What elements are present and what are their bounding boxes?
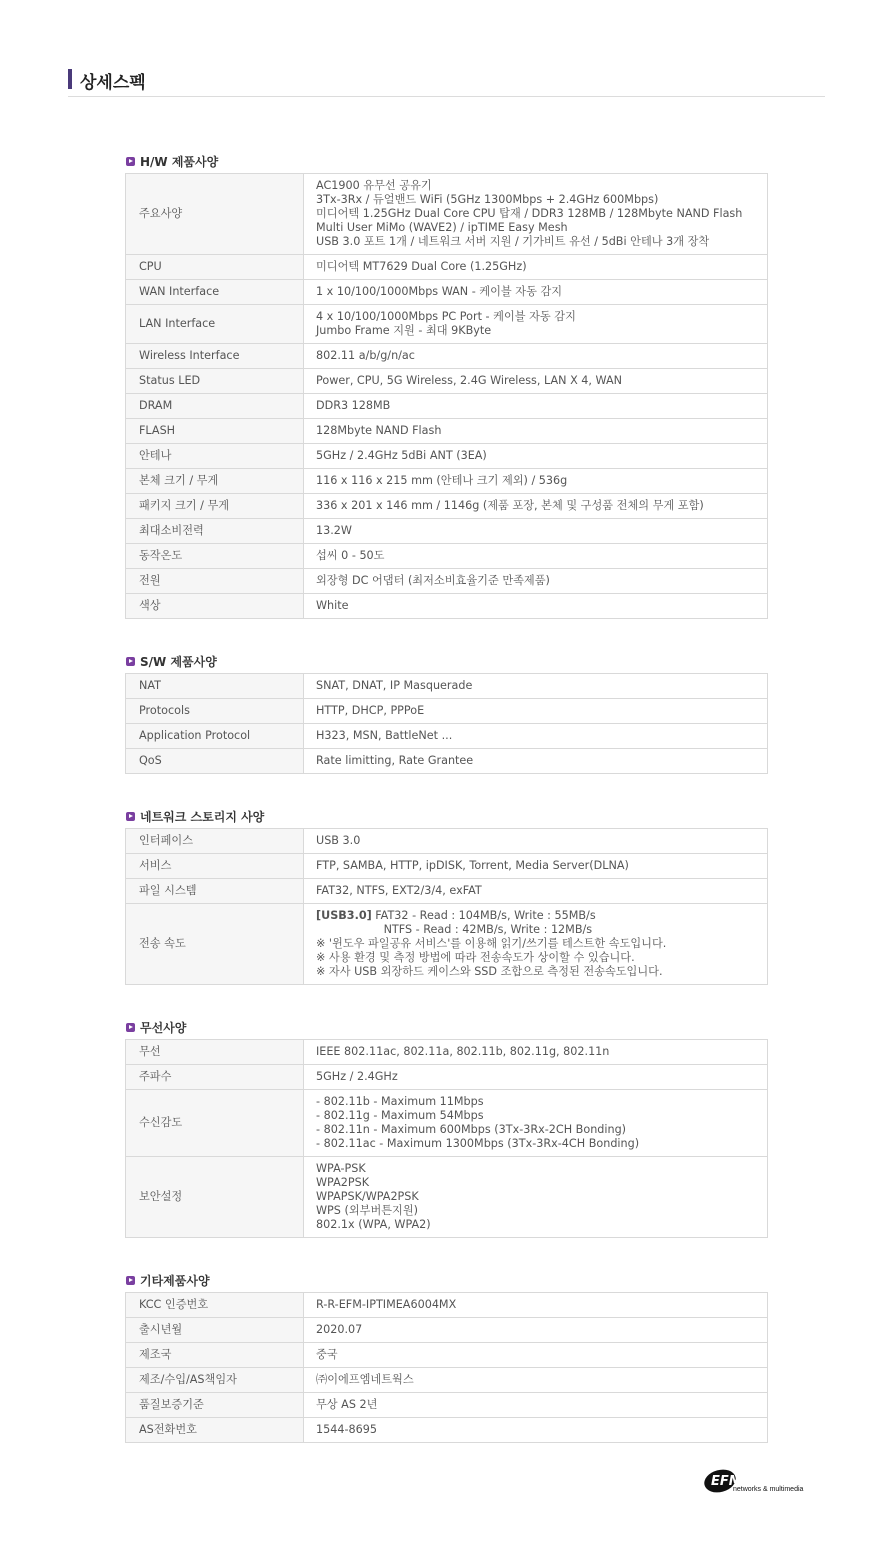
spec-label: WAN Interface [126, 280, 304, 305]
spec-row [126, 544, 768, 569]
spec-label: DRAM [126, 394, 304, 419]
spec-table [125, 1292, 768, 1443]
bullet-icon [126, 1276, 135, 1285]
spec-value-line: ※ 자사 USB 외장하드 케이스와 SSD 조합으로 측정된 전송속도입니다. [316, 965, 663, 978]
spec-label: Wireless Interface [126, 344, 304, 369]
spec-label: 보안설정 [126, 1157, 304, 1238]
spec-value-tag: [USB3.0] [316, 909, 372, 922]
spec-value [304, 419, 768, 444]
spec-value [304, 280, 768, 305]
spec-value [304, 1157, 768, 1238]
spec-value-line: Jumbo Frame 지원 - 최대 9KByte [316, 324, 492, 337]
spec-value [304, 904, 768, 985]
spec-value-line: - 802.11ac - Maximum 1300Mbps (3Tx-3Rx-4CH Bonding) [316, 1137, 640, 1150]
spec-value-line: 802.1x (WPA, WPA2) [316, 1218, 431, 1231]
efm-logo-text: EFM [711, 1474, 742, 1489]
spec-row [126, 1318, 768, 1343]
spec-row [126, 1090, 768, 1157]
spec-row [126, 494, 768, 519]
spec-value-line: H323, MSN, BattleNet ... [316, 729, 453, 742]
spec-value [304, 544, 768, 569]
spec-label: 전원 [126, 569, 304, 594]
spec-label: 안테나 [126, 444, 304, 469]
page-title-text: 상세스펙 [80, 73, 146, 93]
spec-value-line: 1 x 10/100/1000Mbps WAN - 케이블 자동 감지 [316, 285, 563, 298]
spec-value [304, 444, 768, 469]
spec-label: Protocols [126, 699, 304, 724]
spec-value-line: WPS (외부버튼지원) [316, 1204, 419, 1217]
spec-row [126, 724, 768, 749]
spec-value [304, 1418, 768, 1443]
spec-row [126, 1418, 768, 1443]
spec-row [126, 280, 768, 305]
spec-value [304, 1368, 768, 1393]
spec-value-line: - 802.11g - Maximum 54Mbps [316, 1109, 484, 1122]
spec-value-line: HTTP, DHCP, PPPoE [316, 704, 425, 717]
spec-value [304, 854, 768, 879]
title-accent-bar [68, 69, 72, 89]
spec-row [126, 829, 768, 854]
spec-value [304, 1318, 768, 1343]
spec-value [304, 305, 768, 344]
spec-value-line: FAT32, NTFS, EXT2/3/4, exFAT [316, 884, 482, 897]
spec-value [304, 255, 768, 280]
bullet-icon [126, 1023, 135, 1032]
spec-label: 색상 [126, 594, 304, 619]
bullet-icon [126, 812, 135, 821]
spec-value-line: White [316, 599, 349, 612]
spec-label: 인터페이스 [126, 829, 304, 854]
spec-row [126, 174, 768, 255]
spec-label: NAT [126, 674, 304, 699]
spec-value-line: AC1900 유무선 공유기 [316, 179, 432, 192]
spec-row [126, 519, 768, 544]
spec-value-line: ㈜이에프엠네트웍스 [316, 1373, 414, 1386]
spec-value-line: WPA2PSK [316, 1176, 370, 1189]
spec-row [126, 469, 768, 494]
spec-row [126, 879, 768, 904]
section-title: 기타제품사양 [140, 1274, 210, 1288]
spec-section [125, 153, 768, 619]
spec-row [126, 344, 768, 369]
spec-value-line: 미디어텍 1.25GHz Dual Core CPU 탑재 / DDR3 128MB / 128Mbyte NAND Flash [316, 207, 743, 220]
spec-value-line: R-R-EFM-IPTIMEA6004MX [316, 1298, 457, 1311]
spec-value-line: 13.2W [316, 524, 352, 537]
spec-row [126, 444, 768, 469]
spec-row [126, 419, 768, 444]
spec-label: 파일 시스템 [126, 879, 304, 904]
spec-row [126, 1368, 768, 1393]
spec-table [125, 828, 768, 985]
spec-row [126, 1293, 768, 1318]
section-heading [125, 153, 768, 173]
spec-value-line: WPA-PSK [316, 1162, 366, 1175]
spec-value-text: FAT32 - Read : 104MB/s, Write : 55MB/s [371, 909, 596, 922]
spec-value-line: 128Mbyte NAND Flash [316, 424, 442, 437]
spec-table [125, 673, 768, 774]
efm-logo-tagline: networks & multimedia [733, 1486, 804, 1493]
spec-value-line: - 802.11b - Maximum 11Mbps [316, 1095, 484, 1108]
spec-value-line: NTFS - Read : 42MB/s, Write : 12MB/s [316, 923, 593, 936]
spec-value [304, 369, 768, 394]
spec-value [304, 494, 768, 519]
spec-row [126, 1157, 768, 1238]
spec-label: 본체 크기 / 무게 [126, 469, 304, 494]
spec-table [125, 1039, 768, 1238]
section-heading [125, 1272, 768, 1292]
spec-label: 출시년월 [126, 1318, 304, 1343]
spec-label: FLASH [126, 419, 304, 444]
spec-value [304, 569, 768, 594]
spec-value-line: 5GHz / 2.4GHz 5dBi ANT (3EA) [316, 449, 487, 462]
spec-value-line: DDR3 128MB [316, 399, 391, 412]
spec-value [304, 174, 768, 255]
spec-label: Application Protocol [126, 724, 304, 749]
spec-row [126, 904, 768, 985]
spec-value [304, 1040, 768, 1065]
spec-label: 전송 속도 [126, 904, 304, 985]
spec-label: 제조/수입/AS책임자 [126, 1368, 304, 1393]
spec-value-line: 외장형 DC 어댑터 (최저소비효율기준 만족제품) [316, 574, 550, 587]
spec-section [125, 808, 768, 985]
spec-row [126, 569, 768, 594]
spec-value [304, 879, 768, 904]
spec-value-line: 1544-8695 [316, 1423, 377, 1436]
section-heading [125, 808, 768, 828]
spec-row [126, 594, 768, 619]
spec-row [126, 749, 768, 774]
spec-value-line: Multi User MiMo (WAVE2) / ipTIME Easy Mesh [316, 221, 568, 234]
spec-value-line: 미디어텍 MT7629 Dual Core (1.25GHz) [316, 260, 527, 273]
spec-value [304, 1293, 768, 1318]
spec-value-line: USB 3.0 포트 1개 / 네트워크 서버 지원 / 기가비트 유선 / 5dBi 안테나 3개 장착 [316, 235, 710, 248]
spec-row [126, 1343, 768, 1368]
spec-value-line: ※ 사용 환경 및 측정 방법에 따라 전송속도가 상이할 수 있습니다. [316, 951, 635, 964]
spec-value [304, 1393, 768, 1418]
spec-label: KCC 인증번호 [126, 1293, 304, 1318]
spec-table [125, 173, 768, 619]
spec-value-line: FTP, SAMBA, HTTP, ipDISK, Torrent, Media Server(DLNA) [316, 859, 629, 872]
bullet-icon [126, 157, 135, 166]
spec-label: 무선 [126, 1040, 304, 1065]
spec-value-line: USB 3.0 [316, 834, 361, 847]
spec-value [304, 699, 768, 724]
spec-value-line: 5GHz / 2.4GHz [316, 1070, 398, 1083]
spec-value [304, 829, 768, 854]
spec-value [304, 594, 768, 619]
spec-section [125, 653, 768, 774]
spec-value-line: - 802.11n - Maximum 600Mbps (3Tx-3Rx-2CH Bonding) [316, 1123, 627, 1136]
spec-label: 서비스 [126, 854, 304, 879]
spec-label: 동작온도 [126, 544, 304, 569]
spec-value-line: 중국 [316, 1348, 338, 1361]
section-title: H/W 제품사양 [140, 155, 219, 169]
spec-value-line: SNAT, DNAT, IP Masquerade [316, 679, 473, 692]
spec-value-line [316, 909, 767, 923]
spec-value-line: 무상 AS 2년 [316, 1398, 378, 1411]
efm-logo [702, 1464, 822, 1500]
spec-section [125, 1019, 768, 1238]
spec-value-line: IEEE 802.11ac, 802.11a, 802.11b, 802.11g, 802.11n [316, 1045, 610, 1058]
spec-value [304, 1343, 768, 1368]
spec-label: QoS [126, 749, 304, 774]
spec-section [125, 1272, 768, 1443]
spec-value [304, 724, 768, 749]
spec-label: 패키지 크기 / 무게 [126, 494, 304, 519]
spec-value-line: 섭씨 0 - 50도 [316, 549, 385, 562]
section-title: S/W 제품사양 [140, 655, 217, 669]
spec-row [126, 369, 768, 394]
spec-label: 최대소비전력 [126, 519, 304, 544]
spec-value-line: 116 x 116 x 215 mm (안테나 크기 제외) / 536g [316, 474, 568, 487]
spec-value-line: WPAPSK/WPA2PSK [316, 1190, 419, 1203]
spec-row [126, 1040, 768, 1065]
spec-value [304, 344, 768, 369]
spec-value-line: 2020.07 [316, 1323, 363, 1336]
spec-row [126, 854, 768, 879]
spec-label: 수신감도 [126, 1090, 304, 1157]
section-title: 무선사양 [140, 1021, 187, 1035]
spec-value [304, 1065, 768, 1090]
spec-value-line: 336 x 201 x 146 mm / 1146g (제품 포장, 본체 및 구성품 전체의 무게 포함) [316, 499, 704, 512]
spec-value-line: 802.11 a/b/g/n/ac [316, 349, 415, 362]
spec-value [304, 469, 768, 494]
spec-value-line: Power, CPU, 5G Wireless, 2.4G Wireless, LAN X 4, WAN [316, 374, 622, 387]
spec-row [126, 674, 768, 699]
spec-value-line: Rate limitting, Rate Grantee [316, 754, 474, 767]
spec-row [126, 1393, 768, 1418]
spec-row [126, 699, 768, 724]
section-title: 네트워크 스토리지 사양 [140, 810, 265, 824]
page-title [68, 68, 825, 97]
spec-value-line: ※ '윈도우 파일공유 서비스'를 이용해 읽기/쓰기를 테스트한 속도입니다. [316, 937, 667, 950]
spec-label: Status LED [126, 369, 304, 394]
spec-label: CPU [126, 255, 304, 280]
section-heading [125, 1019, 768, 1039]
spec-label: 제조국 [126, 1343, 304, 1368]
spec-value [304, 394, 768, 419]
spec-value [304, 674, 768, 699]
spec-label: LAN Interface [126, 305, 304, 344]
spec-label: 품질보증기준 [126, 1393, 304, 1418]
spec-value-line: 4 x 10/100/1000Mbps PC Port - 케이블 자동 감지 [316, 310, 576, 323]
spec-value [304, 519, 768, 544]
bullet-icon [126, 657, 135, 666]
spec-row [126, 305, 768, 344]
section-heading [125, 653, 768, 673]
spec-value-line: 3Tx-3Rx / 듀얼밴드 WiFi (5GHz 1300Mbps + 2.4GHz 600Mbps) [316, 193, 659, 206]
spec-label: AS전화번호 [126, 1418, 304, 1443]
spec-value [304, 749, 768, 774]
spec-row [126, 255, 768, 280]
spec-value [304, 1090, 768, 1157]
spec-row [126, 394, 768, 419]
spec-label: 주요사양 [126, 174, 304, 255]
spec-label: 주파수 [126, 1065, 304, 1090]
spec-row [126, 1065, 768, 1090]
